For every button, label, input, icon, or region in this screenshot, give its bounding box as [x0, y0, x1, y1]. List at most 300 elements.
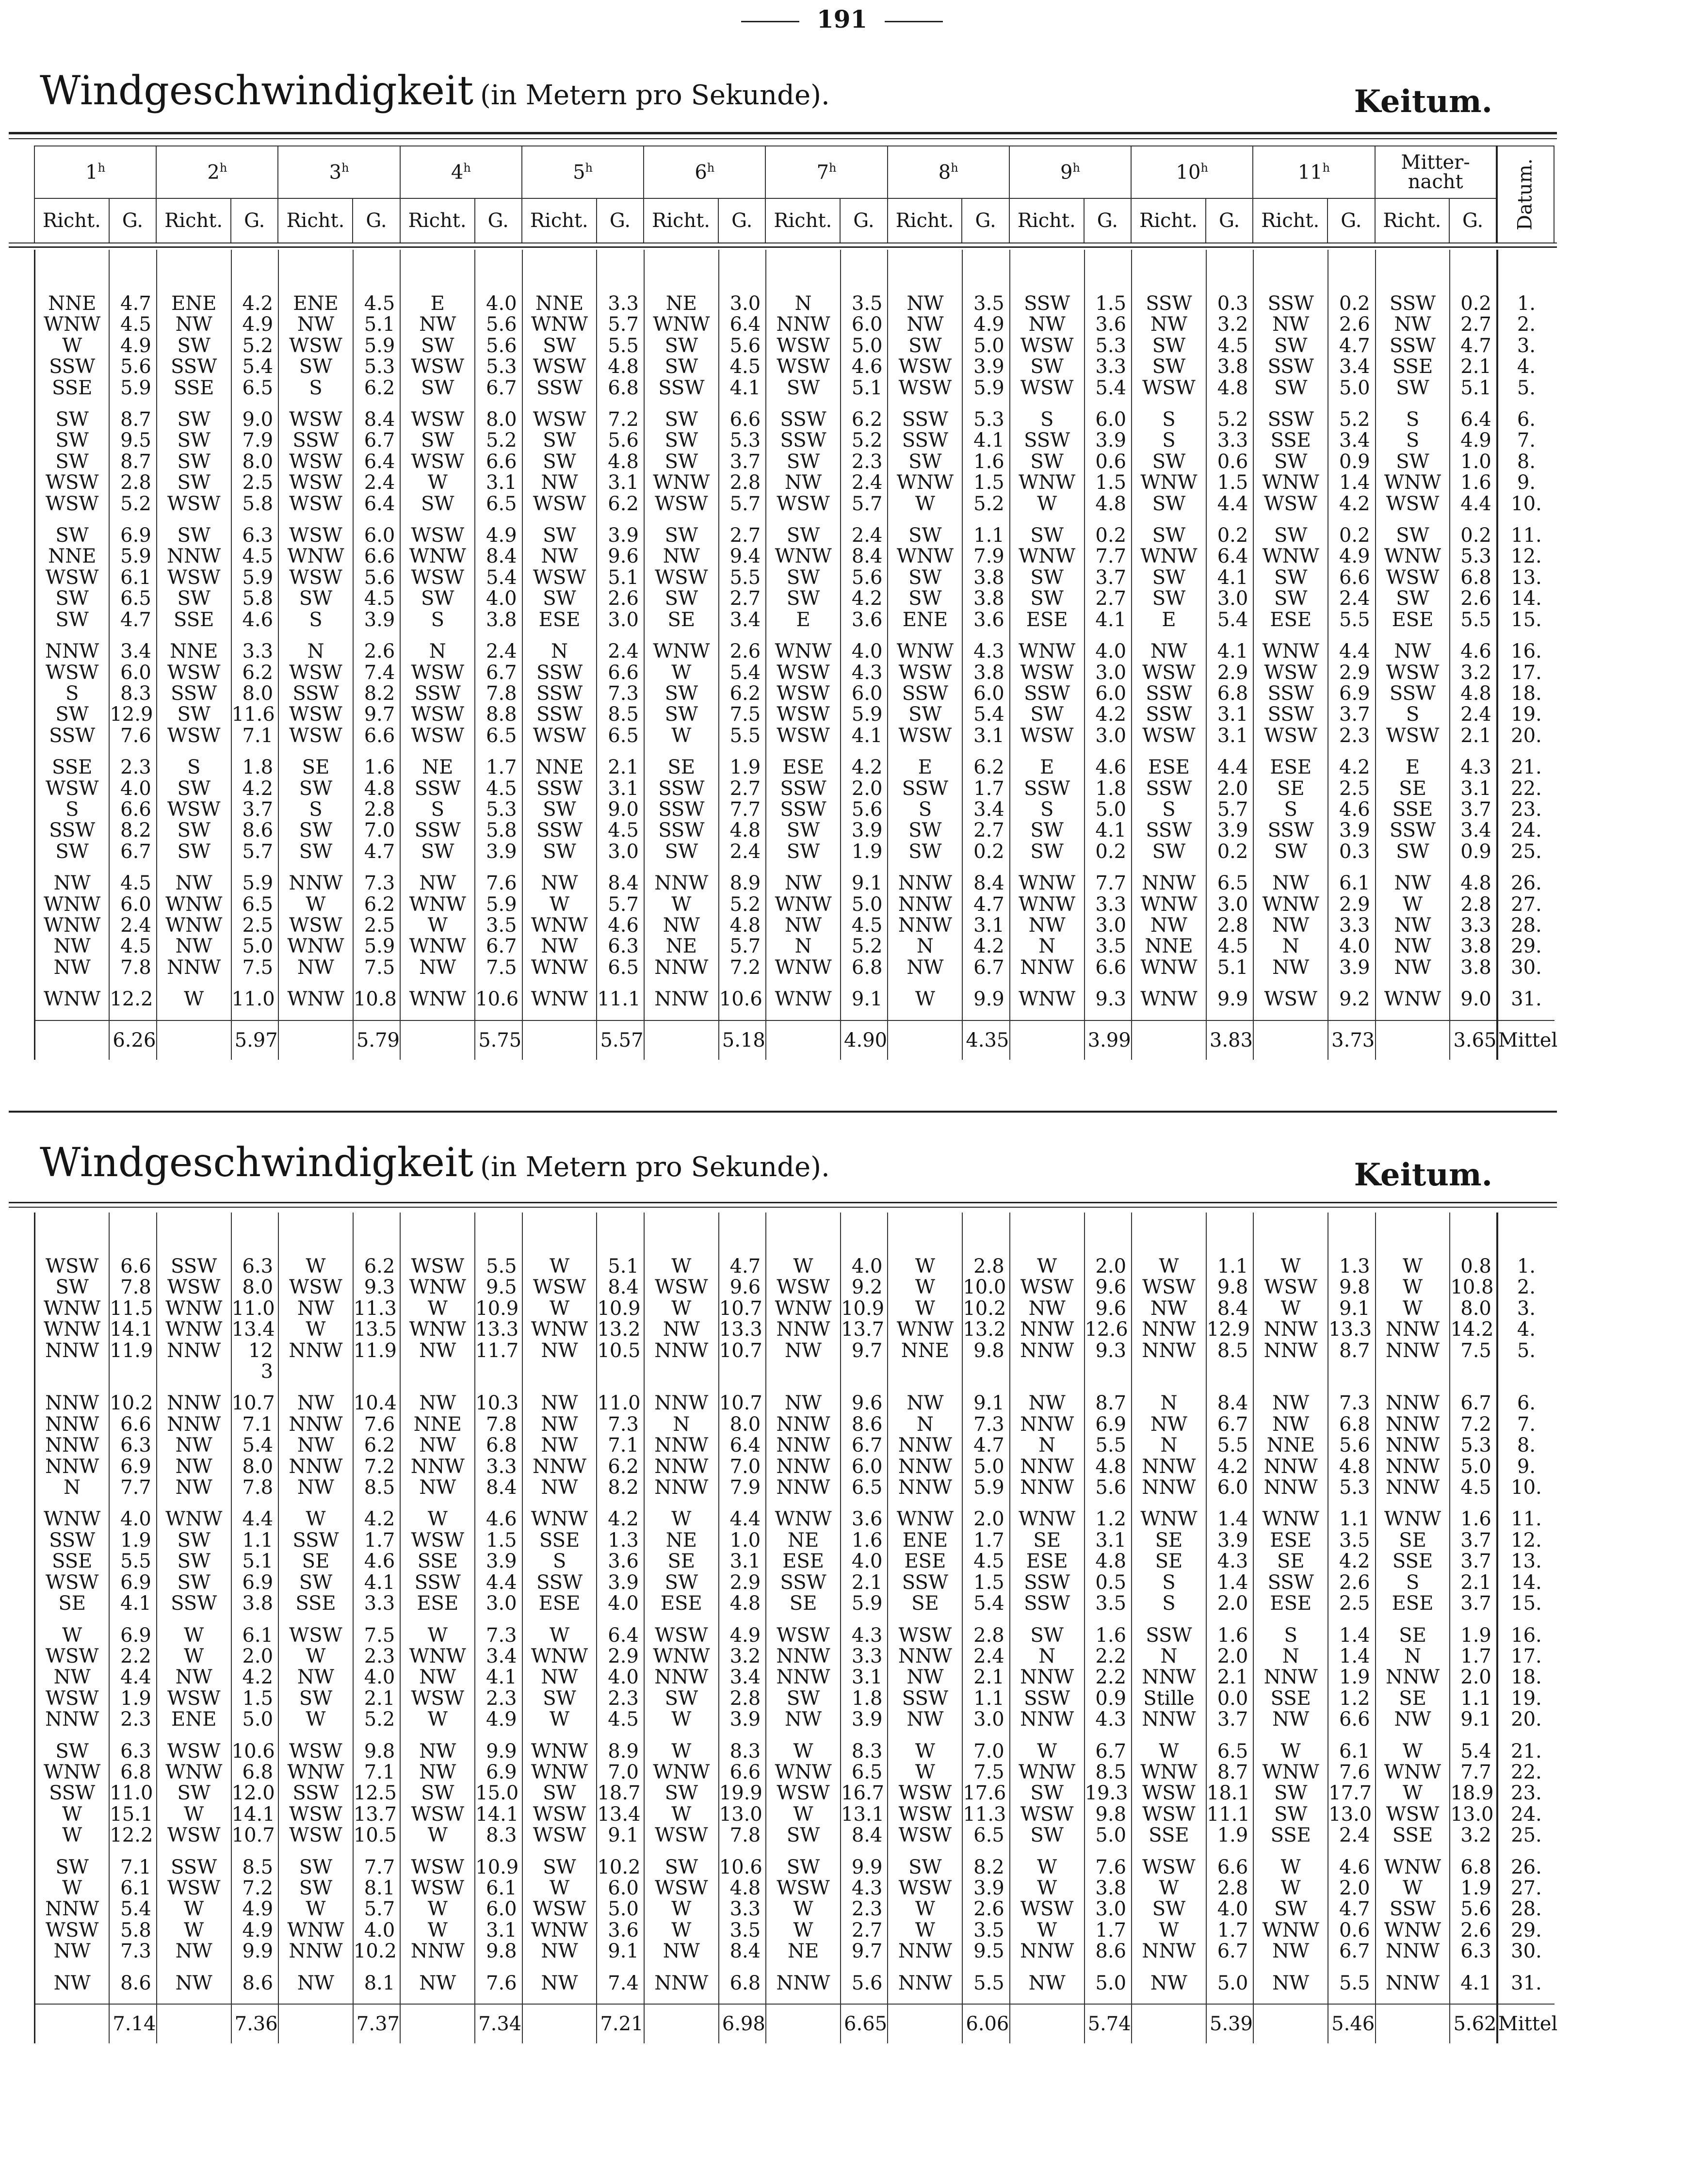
speed-cell: 3.3	[719, 1899, 766, 1920]
speed-cell: 8.3	[719, 1741, 766, 1762]
hour-label: 11	[1297, 161, 1323, 184]
direction-cell: WNW	[400, 1319, 475, 1340]
direction-cell: NW	[157, 1973, 231, 1994]
direction-cell: WNW	[1253, 641, 1328, 662]
gap-cell	[231, 1731, 278, 1741]
direction-cell: W	[1010, 1920, 1085, 1941]
direction-cell: WSW	[400, 704, 475, 725]
spacer-cell	[1376, 250, 1450, 293]
direction-cell: W	[1132, 1920, 1206, 1941]
direction-cell: SSW	[522, 683, 597, 704]
speed-cell: 1.7	[1206, 1920, 1253, 1941]
speed-cell: 3.9	[962, 356, 1009, 377]
gap-cell	[1450, 862, 1497, 873]
speed-cell: 5.3	[719, 430, 766, 451]
speed-cell: 1.1	[1450, 1688, 1497, 1709]
speed-cell: 0.9	[1450, 841, 1497, 862]
speed-cell: 5.9	[841, 704, 888, 725]
direction-cell: SW	[278, 1857, 353, 1878]
mean-value: 7.37	[353, 2004, 400, 2043]
gap-cell	[1206, 515, 1253, 525]
gap-cell	[1253, 746, 1328, 757]
direction-cell: W	[644, 1920, 719, 1941]
direction-cell: N	[1010, 936, 1085, 957]
direction-cell: WSW	[35, 1646, 110, 1667]
speed-cell: 2.7	[719, 778, 766, 799]
spacer-cell	[1085, 1213, 1132, 1256]
speed-cell: 5.2	[231, 336, 278, 356]
gap-cell	[1376, 1498, 1450, 1509]
direction-cell: W	[766, 1256, 841, 1277]
speed-cell: 9.3	[1085, 1341, 1132, 1383]
direction-cell: SW	[278, 588, 353, 609]
direction-cell: SW	[278, 778, 353, 799]
mean-value: 6.26	[109, 1020, 156, 1060]
gap-cell	[888, 1962, 962, 1973]
direction-cell: NNW	[1132, 1319, 1206, 1340]
speed-cell: 3.1	[597, 472, 644, 493]
speed-cell: 4.5	[597, 820, 644, 841]
direction-cell: SE	[644, 610, 719, 631]
direction-cell: WSW	[278, 336, 353, 356]
gap-cell	[475, 1615, 522, 1625]
direction-cell: NNW	[766, 1646, 841, 1667]
direction-cell: WNW	[400, 894, 475, 915]
direction-cell: WNW	[766, 1509, 841, 1530]
gap-cell	[1085, 978, 1132, 989]
speed-cell: 13.3	[1328, 1319, 1375, 1340]
speed-cell: 1.1	[962, 1688, 1009, 1709]
speed-cell: 6.7	[841, 1435, 888, 1456]
mean-empty	[400, 1020, 475, 1060]
gap-cell	[1085, 399, 1132, 409]
speed-cell: 6.5	[841, 1762, 888, 1783]
direction-cell: NW	[522, 1477, 597, 1498]
direction-cell: NNW	[1376, 1319, 1450, 1340]
gap-cell	[841, 1731, 888, 1741]
direction-cell: WNW	[1376, 472, 1450, 493]
speed-cell: 2.3	[109, 757, 156, 778]
gap-cell	[35, 399, 110, 409]
direction-cell: SSE	[1376, 356, 1450, 377]
direction-cell: WSW	[1376, 663, 1450, 683]
speed-cell: 13.4	[597, 1804, 644, 1825]
spacer-cell	[1206, 1994, 1253, 2004]
direction-cell: NNW	[35, 1709, 110, 1730]
speed-cell: 4.1	[719, 378, 766, 399]
spacer-cell	[766, 250, 841, 293]
speed-cell: 6.0	[841, 1456, 888, 1477]
direction-cell: SSW	[278, 1530, 353, 1551]
gap-cell	[109, 1731, 156, 1741]
direction-cell: W	[278, 1899, 353, 1920]
speed-cell: 3.9	[1206, 820, 1253, 841]
speed-cell: 3.0	[1085, 726, 1132, 746]
gap-cell	[766, 1615, 841, 1625]
spacer-cell	[35, 1213, 110, 1256]
date-cell: 31.	[1497, 989, 1554, 1010]
speed-cell: 1.0	[1450, 452, 1497, 472]
spacer-cell	[1376, 1994, 1450, 2004]
speed-cell: 7.2	[353, 1456, 400, 1477]
spacer-cell	[35, 1010, 110, 1020]
speed-cell: 4.6	[1328, 1857, 1375, 1878]
group-gap	[35, 399, 1555, 409]
speed-cell: 7.7	[1085, 873, 1132, 894]
hour-label: 1	[85, 161, 98, 184]
direction-cell: SE	[888, 1593, 962, 1614]
direction-cell: WSW	[157, 799, 231, 820]
spacer-cell	[766, 1994, 841, 2004]
direction-cell: SSW	[400, 683, 475, 704]
direction-cell: SW	[1253, 1783, 1328, 1804]
speed-cell: 4.5	[597, 1709, 644, 1730]
gap-cell	[841, 862, 888, 873]
gap-cell	[35, 1615, 110, 1625]
direction-cell: WNW	[1010, 546, 1085, 567]
speed-cell: 10.2	[109, 1393, 156, 1414]
speed-cell: 13.1	[841, 1804, 888, 1825]
speed-cell: 0.2	[1085, 841, 1132, 862]
direction-cell: WSW	[278, 567, 353, 588]
date-cell: 16.	[1497, 641, 1554, 662]
gap-cell	[766, 1846, 841, 1857]
direction-cell: W	[278, 894, 353, 915]
speed-cell: 1.8	[1085, 778, 1132, 799]
speed-cell: 17.6	[962, 1783, 1009, 1804]
spacer-cell	[400, 1213, 475, 1256]
direction-cell: NW	[35, 873, 110, 894]
direction-cell: NW	[1010, 1973, 1085, 1994]
speed-cell: 4.0	[1085, 641, 1132, 662]
direction-cell: SW	[766, 841, 841, 862]
speed-cell: 5.8	[231, 588, 278, 609]
direction-cell: SSE	[1376, 1825, 1450, 1846]
gap-cell	[400, 862, 475, 873]
date-cell: 21.	[1497, 757, 1554, 778]
hour-unit: h	[463, 161, 471, 175]
date-cell: 18.	[1497, 1667, 1554, 1688]
direction-cell: NW	[278, 957, 353, 978]
direction-cell: SW	[888, 336, 962, 356]
data-row	[35, 841, 1555, 862]
speed-cell: 5.2	[475, 430, 522, 451]
speed-cell: 6.8	[1450, 567, 1497, 588]
speed-cell: 3.8	[1450, 936, 1497, 957]
speed-cell: 7.8	[109, 1277, 156, 1298]
gap-cell	[109, 1382, 156, 1393]
direction-cell: ESE	[1132, 757, 1206, 778]
speed-cell: 5.7	[719, 936, 766, 957]
date-cell: 24.	[1497, 820, 1554, 841]
speed-cell: 5.9	[962, 378, 1009, 399]
speed-cell: 3.3	[597, 293, 644, 314]
direction-cell: NW	[522, 546, 597, 567]
gap-cell	[1206, 1962, 1253, 1973]
speed-cell: 1.9	[1206, 1825, 1253, 1846]
direction-cell: SW	[35, 841, 110, 862]
speed-cell: 4.5	[962, 1551, 1009, 1572]
direction-cell: W	[766, 1804, 841, 1825]
mean-empty	[1132, 1020, 1206, 1060]
gap-cell	[1450, 746, 1497, 757]
direction-cell: SSW	[278, 430, 353, 451]
speed-cell: 10.5	[353, 1825, 400, 1846]
direction-cell: WNW	[35, 1509, 110, 1530]
speed-cell: 6.9	[475, 1762, 522, 1783]
direction-cell: W	[644, 1509, 719, 1530]
speed-cell: 2.5	[1328, 1593, 1375, 1614]
header-row-hours	[34, 146, 1554, 198]
page-number-line	[0, 5, 1684, 33]
direction-cell: NNE	[157, 641, 231, 662]
speed-cell: 4.1	[1085, 820, 1132, 841]
mean-value: 3.83	[1206, 1020, 1253, 1060]
direction-cell: WSW	[157, 1741, 231, 1762]
spacer-cell	[841, 1213, 888, 1256]
speed-cell: 1.4	[1328, 472, 1375, 493]
gap-cell	[278, 399, 353, 409]
speed-cell: 8.4	[475, 546, 522, 567]
direction-cell: WSW	[888, 1878, 962, 1899]
gap-cell	[962, 862, 1009, 873]
speed-cell: 4.8	[1085, 1551, 1132, 1572]
speed-cell: 12.5	[353, 1783, 400, 1804]
direction-cell: NNW	[888, 894, 962, 915]
richt-header: Richt.	[156, 198, 231, 243]
speed-cell: 5.3	[962, 409, 1009, 430]
gap-cell	[1450, 978, 1497, 989]
speed-cell: 9.6	[1085, 1277, 1132, 1298]
speed-cell: 7.7	[719, 799, 766, 820]
spacer-cell	[1010, 250, 1085, 293]
direction-cell: NW	[35, 936, 110, 957]
direction-cell: N	[278, 641, 353, 662]
date-cell: 23.	[1497, 799, 1554, 820]
gap-cell	[1376, 978, 1450, 989]
speed-cell: 5.1	[597, 567, 644, 588]
gap-cell	[522, 978, 597, 989]
speed-cell: 8.7	[109, 452, 156, 472]
speed-cell: 4.3	[841, 1878, 888, 1899]
direction-cell: SSW	[157, 356, 231, 377]
gap-cell	[157, 515, 231, 525]
speed-cell: 3.9	[962, 1878, 1009, 1899]
direction-cell: WSW	[157, 1825, 231, 1846]
direction-cell: WNW	[888, 1509, 962, 1530]
data-row	[35, 1509, 1555, 1530]
speed-cell: 18.9	[1450, 1783, 1497, 1804]
direction-cell: NNW	[35, 1393, 110, 1414]
direction-cell: WSW	[888, 663, 962, 683]
direction-cell: SW	[157, 820, 231, 841]
speed-cell: 7.6	[109, 726, 156, 746]
date-cell: 13.	[1497, 567, 1554, 588]
mean-value: 5.74	[1085, 2004, 1132, 2043]
speed-cell: 9.1	[841, 873, 888, 894]
speed-cell: 2.7	[719, 525, 766, 546]
date-cell: 25.	[1497, 841, 1554, 862]
speed-cell: 2.0	[1085, 1256, 1132, 1277]
data-row	[35, 588, 1555, 609]
direction-cell: NW	[400, 1762, 475, 1783]
direction-cell: NW	[1253, 1973, 1328, 1994]
gap-cell	[278, 862, 353, 873]
direction-cell: WNW	[766, 1298, 841, 1319]
direction-cell: SSW	[1253, 704, 1328, 725]
direction-cell: SE	[1132, 1551, 1206, 1572]
direction-cell: NNW	[1132, 1941, 1206, 1962]
speed-cell: 5.1	[353, 314, 400, 335]
direction-cell: NNW	[888, 1973, 962, 1994]
direction-cell: NW	[1253, 1709, 1328, 1730]
speed-cell: 7.6	[353, 1414, 400, 1435]
speed-cell: 5.9	[841, 1593, 888, 1614]
gap-cell	[766, 399, 841, 409]
direction-cell: WNW	[766, 1762, 841, 1783]
direction-cell: W	[278, 1319, 353, 1340]
direction-cell: NW	[1376, 314, 1450, 335]
direction-cell: NE	[766, 1530, 841, 1551]
direction-cell: NNE	[1132, 936, 1206, 957]
gap-cell	[888, 1731, 962, 1741]
gap-cell	[475, 978, 522, 989]
speed-cell: 7.3	[475, 1625, 522, 1646]
data-row	[35, 894, 1555, 915]
direction-cell: ESE	[1253, 1593, 1328, 1614]
date-cell: 17.	[1497, 1646, 1554, 1667]
direction-cell: WSW	[278, 525, 353, 546]
gap-cell	[35, 1846, 110, 1857]
gap-cell	[644, 1498, 719, 1509]
gap-cell	[1010, 1731, 1085, 1741]
direction-cell: ESE	[1253, 757, 1328, 778]
direction-cell: SSW	[522, 663, 597, 683]
speed-cell: 5.2	[841, 936, 888, 957]
speed-cell: 3.0	[962, 1709, 1009, 1730]
date-cell: 2.	[1497, 1277, 1554, 1298]
g-header: G.	[718, 198, 765, 243]
spacer-cell	[1132, 1010, 1206, 1020]
speed-cell: 6.3	[597, 936, 644, 957]
speed-cell: 1.9	[1450, 1878, 1497, 1899]
direction-cell: ENE	[888, 610, 962, 631]
spacer-cell	[644, 1213, 719, 1256]
speed-cell: 2.8	[353, 799, 400, 820]
direction-cell: WSW	[35, 778, 110, 799]
gap-cell	[1253, 1846, 1328, 1857]
speed-cell: 8.1	[353, 1878, 400, 1899]
speed-cell: 6.9	[231, 1572, 278, 1593]
direction-cell: W	[888, 1277, 962, 1298]
speed-cell: 8.2	[962, 1857, 1009, 1878]
hour-unit: h	[97, 161, 106, 175]
spacer-cell	[841, 1994, 888, 2004]
direction-cell: WSW	[400, 1804, 475, 1825]
direction-cell: W	[522, 1256, 597, 1277]
speed-cell: 4.1	[841, 726, 888, 746]
speed-cell: 6.1	[1328, 1741, 1375, 1762]
direction-cell: SSW	[1253, 409, 1328, 430]
speed-cell: 5.2	[962, 494, 1009, 515]
hour-unit: h	[1322, 161, 1330, 175]
gap-cell	[231, 399, 278, 409]
speed-cell: 1.5	[962, 472, 1009, 493]
direction-cell: NW	[157, 1941, 231, 1962]
gap-cell	[1328, 1498, 1375, 1509]
speed-cell: 7.7	[1450, 1762, 1497, 1783]
direction-cell: SW	[888, 567, 962, 588]
direction-cell: NNW	[157, 1414, 231, 1435]
speed-cell: 3.1	[475, 1920, 522, 1941]
direction-cell: SW	[400, 430, 475, 451]
speed-cell: 7.3	[597, 1414, 644, 1435]
speed-cell: 4.2	[353, 1509, 400, 1530]
direction-cell: SSW	[1376, 293, 1450, 314]
direction-cell: ENE	[157, 293, 231, 314]
speed-cell: 2.1	[1450, 726, 1497, 746]
direction-cell: NNW	[888, 1941, 962, 1962]
table1-place: Keitum.	[1354, 83, 1492, 120]
data-row	[35, 1688, 1555, 1709]
direction-cell: WSW	[278, 663, 353, 683]
direction-cell: SW	[157, 778, 231, 799]
speed-cell: 2.4	[353, 472, 400, 493]
speed-cell: 3.8	[962, 567, 1009, 588]
gap-cell	[1450, 631, 1497, 641]
speed-cell: 7.7	[109, 1477, 156, 1498]
speed-cell: 2.7	[719, 588, 766, 609]
speed-cell: 0.2	[1450, 525, 1497, 546]
direction-cell: NNW	[1376, 1941, 1450, 1962]
direction-cell: WSW	[1376, 726, 1450, 746]
direction-cell: E	[1132, 610, 1206, 631]
speed-cell: 7.6	[1085, 1857, 1132, 1878]
speed-cell: 9.8	[1206, 1277, 1253, 1298]
gap-cell	[1376, 862, 1450, 873]
spacer-cell	[1328, 250, 1375, 293]
direction-cell: NW	[1253, 957, 1328, 978]
speed-cell: 6.3	[109, 1741, 156, 1762]
speed-cell: 4.6	[231, 610, 278, 631]
direction-cell: S	[888, 799, 962, 820]
speed-cell: 3.9	[597, 525, 644, 546]
speed-cell: 8.4	[597, 873, 644, 894]
direction-cell: SSE	[157, 610, 231, 631]
table1-body	[34, 250, 1558, 1060]
data-row	[35, 1530, 1555, 1551]
speed-cell: 3.1	[1450, 778, 1497, 799]
direction-cell: W	[278, 1709, 353, 1730]
gap-cell	[522, 1498, 597, 1509]
direction-cell: NNW	[278, 1414, 353, 1435]
speed-cell: 9.1	[962, 1393, 1009, 1414]
speed-cell: 4.7	[1328, 1899, 1375, 1920]
speed-cell: 5.4	[231, 356, 278, 377]
direction-cell: SSE	[1376, 1551, 1450, 1572]
gap-cell	[1328, 1846, 1375, 1857]
spacer-cell	[1450, 250, 1497, 293]
direction-cell: N	[35, 1477, 110, 1498]
speed-cell: 3.9	[1328, 820, 1375, 841]
speed-cell: 1.1	[231, 1530, 278, 1551]
direction-cell: NW	[1376, 957, 1450, 978]
speed-cell: 5.9	[962, 1477, 1009, 1498]
speed-cell: 8.5	[597, 704, 644, 725]
direction-cell: WNW	[400, 546, 475, 567]
speed-cell: 1.6	[1450, 1509, 1497, 1530]
direction-cell: ESE	[644, 1593, 719, 1614]
